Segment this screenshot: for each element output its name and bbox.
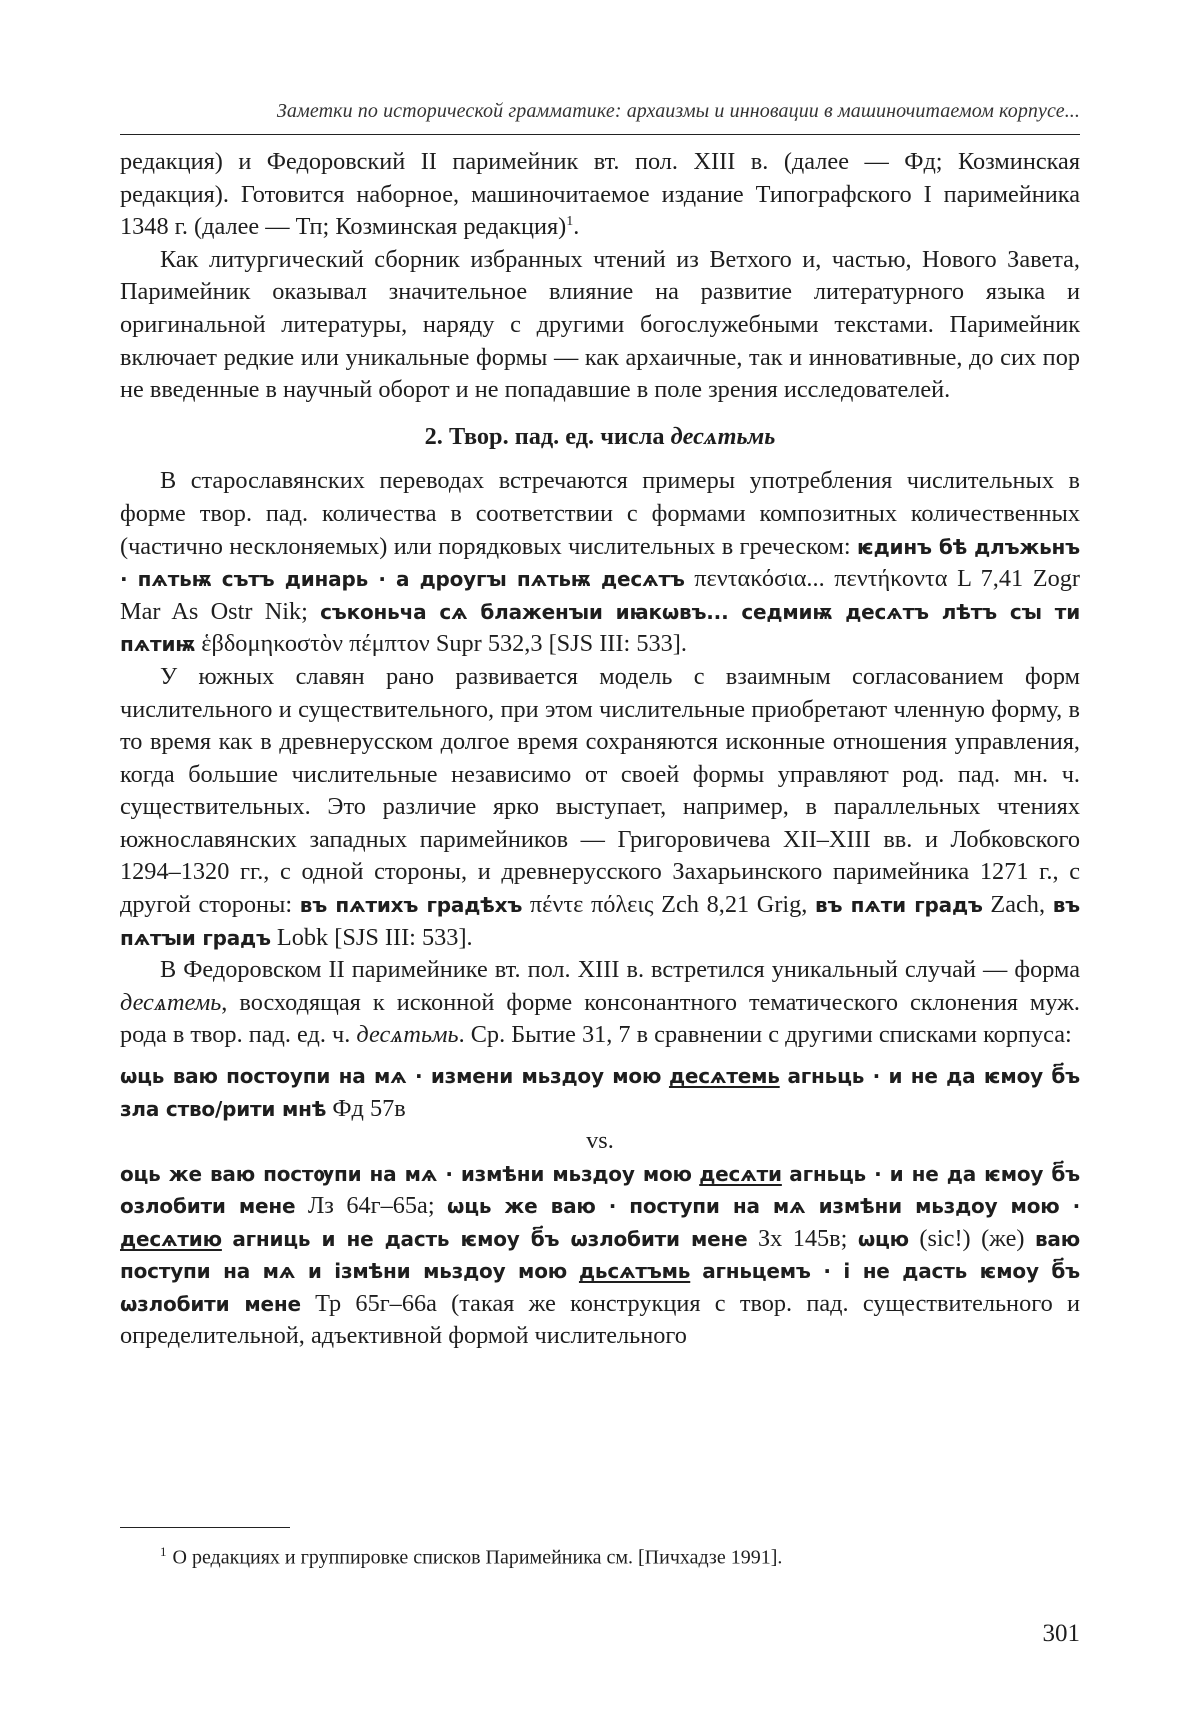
ex2-slavonic-2b: агниць и не дасть ѥмоу б҃ъ ѡзлобити мене bbox=[232, 1226, 748, 1251]
ex2-slavonic-3: ѡцю bbox=[857, 1226, 909, 1251]
ex2-sic: (sic!) (же) bbox=[919, 1224, 1025, 1252]
p2-greek-2: ἑβδομηκοστὸν πέμπτον Supr 532,3 [SJS III: 533]. bbox=[201, 630, 687, 658]
versus: vs. bbox=[586, 1127, 614, 1155]
section-title-plain: 2. Твор. пад. ед. числа bbox=[424, 422, 665, 450]
p2-greek-1: πεντακόσια... πεντήκοντα L 7,41 Zogr Mar As Ostr Nik; bbox=[120, 565, 1080, 625]
p3-text: У южных славян рано развивается модель с взаимным согласованием форм числительного и существительного, при этом числительные приобретают членную форму, в то время как в древнерусском долгое время сохраняются исконные отношения управления, когда большие числительные независимо от своей формы управляют род. пад. мн. ч. существительных. Это различие ярко выступает, например, в параллельных чтениях южнославянских западных паримейников — Григоровичева XII–XIII вв. и Лобковского 1294–1320 гг., с одной стороны, и древнерусского Захарьинского паримейника 1271 г., с другой стороны: bbox=[120, 662, 1080, 919]
paragraph-3 bbox=[120, 661, 1080, 954]
intro-paragraph bbox=[120, 146, 1080, 244]
ex2-ref-2: Зх 145в; bbox=[757, 1224, 848, 1252]
p3-text-2: πέντε πόλεις Zch 8,21 Grig, bbox=[529, 891, 808, 919]
ex2-slavonic-3c: агньцемъ · і не дасть ѥмоу б҃ъ ѡзлобити мене bbox=[120, 1259, 1080, 1316]
section-title-italic: десѧтьмь bbox=[670, 422, 776, 450]
ex2-ref-3: Тр 65г–66а (такая же конструкция с твор. пад. существительного и определительной, адъективной формой числительного bbox=[120, 1289, 1080, 1350]
p4-italic-2: десѧтьмь bbox=[356, 1021, 459, 1049]
paragraph-1: Как литургический сборник избранных чтений из Ветхого и, частью, Нового Завета, Паримейник оказывал значительное влияние на развитие литературного языка и оригинальной литературы, наряду с другими богослужебными текстами. Паримейник включает редкие или уникальные формы — как архаичные, так и инновативные, до сих пор не введенные в научный оборот и не попадавшие в поле зрения исследователей. bbox=[120, 245, 1080, 404]
p3-slavonic-1: въ пѧтихъ градѣхъ bbox=[299, 893, 523, 918]
body-text bbox=[120, 146, 1080, 1352]
example-1 bbox=[120, 1060, 1080, 1125]
p4-text-3: . Ср. Бытие 31, 7 в сравнении с другими списками корпуса: bbox=[458, 1021, 1072, 1049]
ex2-slavonic-1: оць же ваю постѹпи на мѧ · измѣни мьздоу мою bbox=[120, 1161, 692, 1186]
ex1-ref: Фд 57в bbox=[332, 1094, 406, 1122]
intro-end: . bbox=[573, 213, 580, 241]
p3-text-3: Zach, bbox=[990, 891, 1046, 919]
p4-text: В Федоровском II паримейнике вт. пол. XIII в. встретился уникальный случай — форма bbox=[160, 956, 1080, 984]
page-number: 301 bbox=[1042, 1620, 1080, 1647]
ex2-slavonic-1b: агньць · и не да ѥмоу б҃ъ озлобити мене bbox=[120, 1161, 1080, 1219]
footnote-ref[interactable]: 1 bbox=[566, 214, 574, 230]
ex2-ref-1: Лз 64г–65а; bbox=[307, 1192, 435, 1220]
p2-slavonic-1: ѥдинъ бѣ длъжьнъ · пѧтьѭ сътъ динарь · а дроугꙑ пѧтьѭ десѧтъ bbox=[120, 534, 1081, 592]
paragraph-2 bbox=[120, 465, 1080, 661]
ex2-underlined-3: дьсѧтъмь bbox=[578, 1259, 691, 1284]
ex2-underlined-1: десѧти bbox=[699, 1161, 782, 1186]
ex2-underlined-2: десѧтию bbox=[120, 1226, 222, 1251]
ex1-underlined: десѧтемь bbox=[668, 1064, 780, 1089]
p3-slavonic-2: въ пѧти градъ bbox=[815, 893, 983, 918]
header-rule bbox=[120, 134, 1080, 135]
p4-italic-1: десѧтемь bbox=[120, 988, 222, 1016]
footnote bbox=[160, 1544, 782, 1570]
p3-text-4: Lobk [SJS III: 533]. bbox=[276, 923, 473, 951]
p3-slavonic-3: въ пѧтꙑи градъ bbox=[120, 893, 1080, 950]
ex2-slavonic-3b: ваю поступи на мѧ и ізмѣни мьздоу мою bbox=[120, 1226, 1080, 1284]
footnote-number: 1 bbox=[160, 1544, 167, 1559]
intro-text: редакция) и Федоровский II паримейник вт. пол. XIII в. (далее — Фд; Козминская редакция). Готовится наборное, машиночитаемое издание Типографского I паримейника 1348 г. (далее — Тп; Козминская редакция) bbox=[120, 148, 1080, 241]
section-title bbox=[120, 421, 1080, 454]
page bbox=[120, 0, 1080, 1710]
example-2 bbox=[120, 1158, 1080, 1352]
ex1-slavonic: ѡць ваю постоупи на мѧ · измени мьздоу мою bbox=[120, 1064, 662, 1089]
ex1-slavonic-2: агньць · и не да ѥмоу б҃ъ зла ство/рити мнѣ bbox=[120, 1064, 1080, 1121]
footnote-text: О редакциях и группировке списков Паримейника см. [Пичхадзе 1991]. bbox=[172, 1546, 783, 1569]
ex2-slavonic-2: ѡць же ваю · поступи на мѧ измѣни мьздоу мою · bbox=[447, 1194, 1081, 1219]
paragraph-4 bbox=[120, 954, 1080, 1052]
p2-slavonic-2: съконьча сѧ блаженꙑи иꙗкѡвъ... седмиѭ десѧтъ лѣтъ сꙑ ти пѧтиѭ bbox=[120, 599, 1081, 657]
footnote-rule bbox=[120, 1527, 290, 1528]
running-head: Заметки по исторической грамматике: архаизмы и инновации в машиночитаемом корпусе... bbox=[276, 100, 1080, 122]
p2-text: В старославянских переводах встречаются примеры употребления числительных в форме твор. пад. количества в соответствии с формами композитных количественных (частично несклоняемых) или порядковых числительных в греческом: bbox=[120, 467, 1080, 560]
p4-text-2: , восходящая к исконной форме консонантного тематического склонения муж. рода в твор. пад. ед. ч. bbox=[120, 988, 1080, 1049]
